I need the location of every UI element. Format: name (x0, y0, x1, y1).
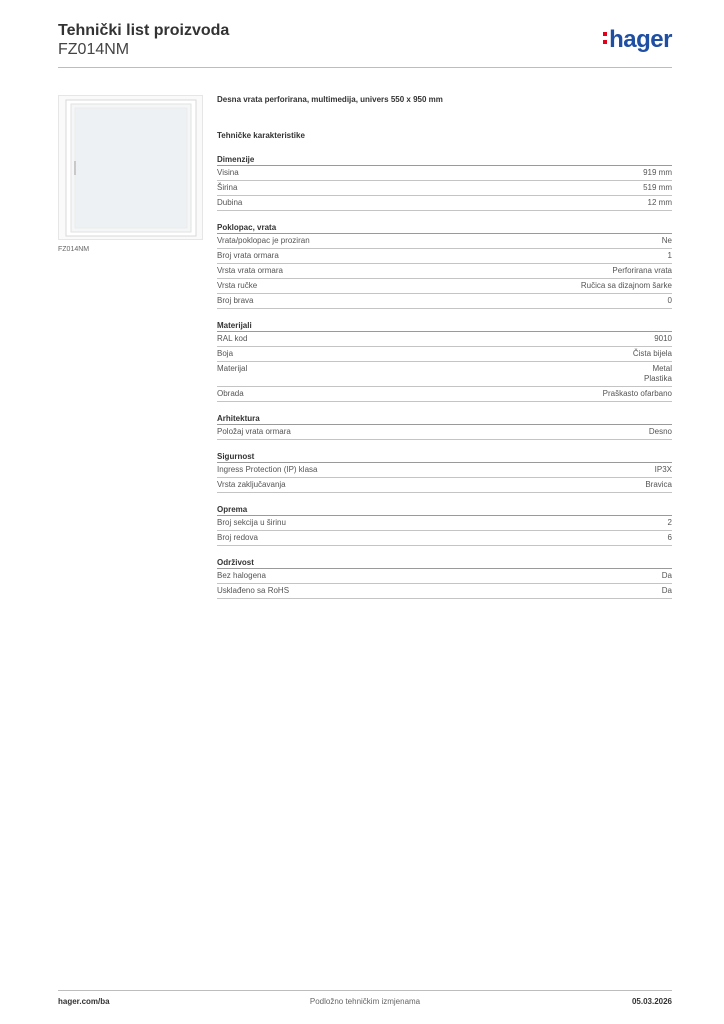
spec-value (612, 266, 672, 276)
spec-label: Vrsta zaključavanja (217, 480, 286, 489)
spec-groups (217, 154, 672, 599)
image-caption: FZ014NM (58, 246, 90, 253)
spec-row (217, 249, 672, 264)
spec-value-line: 519 mm (643, 183, 672, 192)
spec-group (217, 504, 672, 546)
spec-value-line: 2 (667, 518, 672, 527)
spec-value (662, 571, 672, 581)
hager-logo[interactable] (603, 26, 672, 58)
spec-value (668, 533, 672, 543)
spec-row (217, 294, 672, 309)
spec-label: Broj brava (217, 296, 254, 305)
spec-group-title: Dimenzije (217, 154, 672, 166)
spec-row (217, 425, 672, 440)
spec-group (217, 413, 672, 440)
footer-notice: Podložno tehničkim izmjenama (309, 997, 421, 1006)
spec-label: Boja (217, 349, 234, 358)
spec-value (655, 465, 672, 475)
specifications (217, 95, 672, 610)
spec-row (217, 387, 672, 402)
spec-label: Broj sekcija u širinu (217, 518, 286, 527)
spec-label: Vrsta vrata ormara (217, 266, 283, 275)
spec-row (217, 463, 672, 478)
spec-value (668, 296, 672, 306)
spec-row (217, 347, 672, 362)
footer-divider (58, 990, 672, 991)
product-image (58, 95, 203, 240)
logo-dots-icon (603, 32, 607, 48)
spec-value (633, 349, 672, 359)
spec-group (217, 154, 672, 211)
spec-label: Širina (217, 183, 238, 192)
spec-value (662, 586, 672, 596)
spec-value-line: Ručica sa dizajnom šarke (580, 281, 672, 290)
spec-value-line: 9010 (654, 334, 672, 343)
product-description: Desna vrata perforirana, multimedija, univers 550 x 950 mm (217, 95, 443, 104)
spec-label: Visina (217, 168, 239, 177)
spec-value-line: 919 mm (643, 168, 672, 177)
spec-value (662, 236, 672, 246)
spec-value-line: Metal (652, 364, 672, 373)
spec-row (217, 569, 672, 584)
spec-value-line: Praškasto ofarbano (602, 389, 672, 398)
spec-value (648, 198, 672, 208)
spec-group (217, 451, 672, 493)
spec-label: RAL kod (217, 334, 248, 343)
spec-label: Obrada (217, 389, 244, 398)
spec-value (668, 251, 672, 261)
spec-value-line: Da (661, 571, 672, 580)
spec-group (217, 222, 672, 309)
spec-label: Ingress Protection (IP) klasa (217, 465, 318, 474)
spec-row (217, 332, 672, 347)
spec-label: Broj redova (217, 533, 258, 542)
spec-value-line: 6 (667, 533, 672, 542)
spec-value (643, 168, 672, 178)
spec-row (217, 584, 672, 599)
spec-value (603, 389, 672, 399)
spec-row (217, 516, 672, 531)
spec-value-line: Bravica (645, 480, 672, 489)
spec-row (217, 478, 672, 493)
spec-value-line: Plastika (643, 374, 672, 383)
section-title: Tehničke karakteristike (217, 131, 305, 140)
spec-row (217, 196, 672, 211)
spec-value (668, 518, 672, 528)
spec-value (645, 480, 672, 490)
spec-value (649, 427, 672, 437)
product-image-column (58, 95, 203, 253)
spec-value (654, 334, 672, 344)
spec-group (217, 557, 672, 599)
spec-value-line: Desno (648, 427, 672, 436)
spec-label: Vrsta ručke (217, 281, 258, 290)
header-divider (58, 67, 672, 68)
spec-group-title: Poklopac, vrata (217, 222, 672, 234)
spec-label: Broj vrata ormara (217, 251, 279, 260)
footer-date: 05.03.2026 (631, 997, 672, 1006)
spec-group-title: Održivost (217, 557, 672, 569)
spec-label: Vrata/poklopac je proziran (217, 236, 310, 245)
spec-row (217, 166, 672, 181)
spec-value-line: Čista bijela (632, 349, 672, 358)
spec-group-title: Sigurnost (217, 451, 672, 463)
spec-label: Usklađeno sa RoHS (217, 586, 290, 595)
spec-value-line: 0 (667, 296, 672, 305)
spec-group-title: Materijali (217, 320, 672, 332)
spec-value-line: 12 mm (647, 198, 672, 207)
logo-text: hager (609, 26, 672, 53)
spec-group (217, 320, 672, 402)
spec-label: Položaj vrata ormara (217, 427, 291, 436)
spec-row (217, 279, 672, 294)
document-title: Tehnički list proizvoda (58, 22, 230, 39)
spec-row (217, 531, 672, 546)
spec-row (217, 264, 672, 279)
spec-row (217, 234, 672, 249)
spec-value (581, 281, 672, 291)
spec-row (217, 181, 672, 196)
spec-group-title: Arhitektura (217, 413, 672, 425)
product-code: FZ014NM (58, 41, 130, 58)
spec-value (643, 183, 672, 193)
spec-value (644, 364, 672, 384)
spec-label: Materijal (217, 364, 248, 373)
spec-value-line: IP3X (654, 465, 672, 474)
spec-label: Bez halogena (217, 571, 266, 580)
spec-label: Dubina (217, 198, 243, 207)
spec-value-line: Perforirana vrata (612, 266, 672, 275)
spec-value-line: Ne (661, 236, 672, 245)
spec-group-title: Oprema (217, 504, 672, 516)
spec-value-line: Da (661, 586, 672, 595)
door-panel-icon (65, 99, 197, 237)
spec-row (217, 362, 672, 387)
page-header (58, 20, 672, 68)
spec-value-line: 1 (667, 251, 672, 260)
footer-site-link[interactable]: hager.com/ba (58, 997, 110, 1006)
